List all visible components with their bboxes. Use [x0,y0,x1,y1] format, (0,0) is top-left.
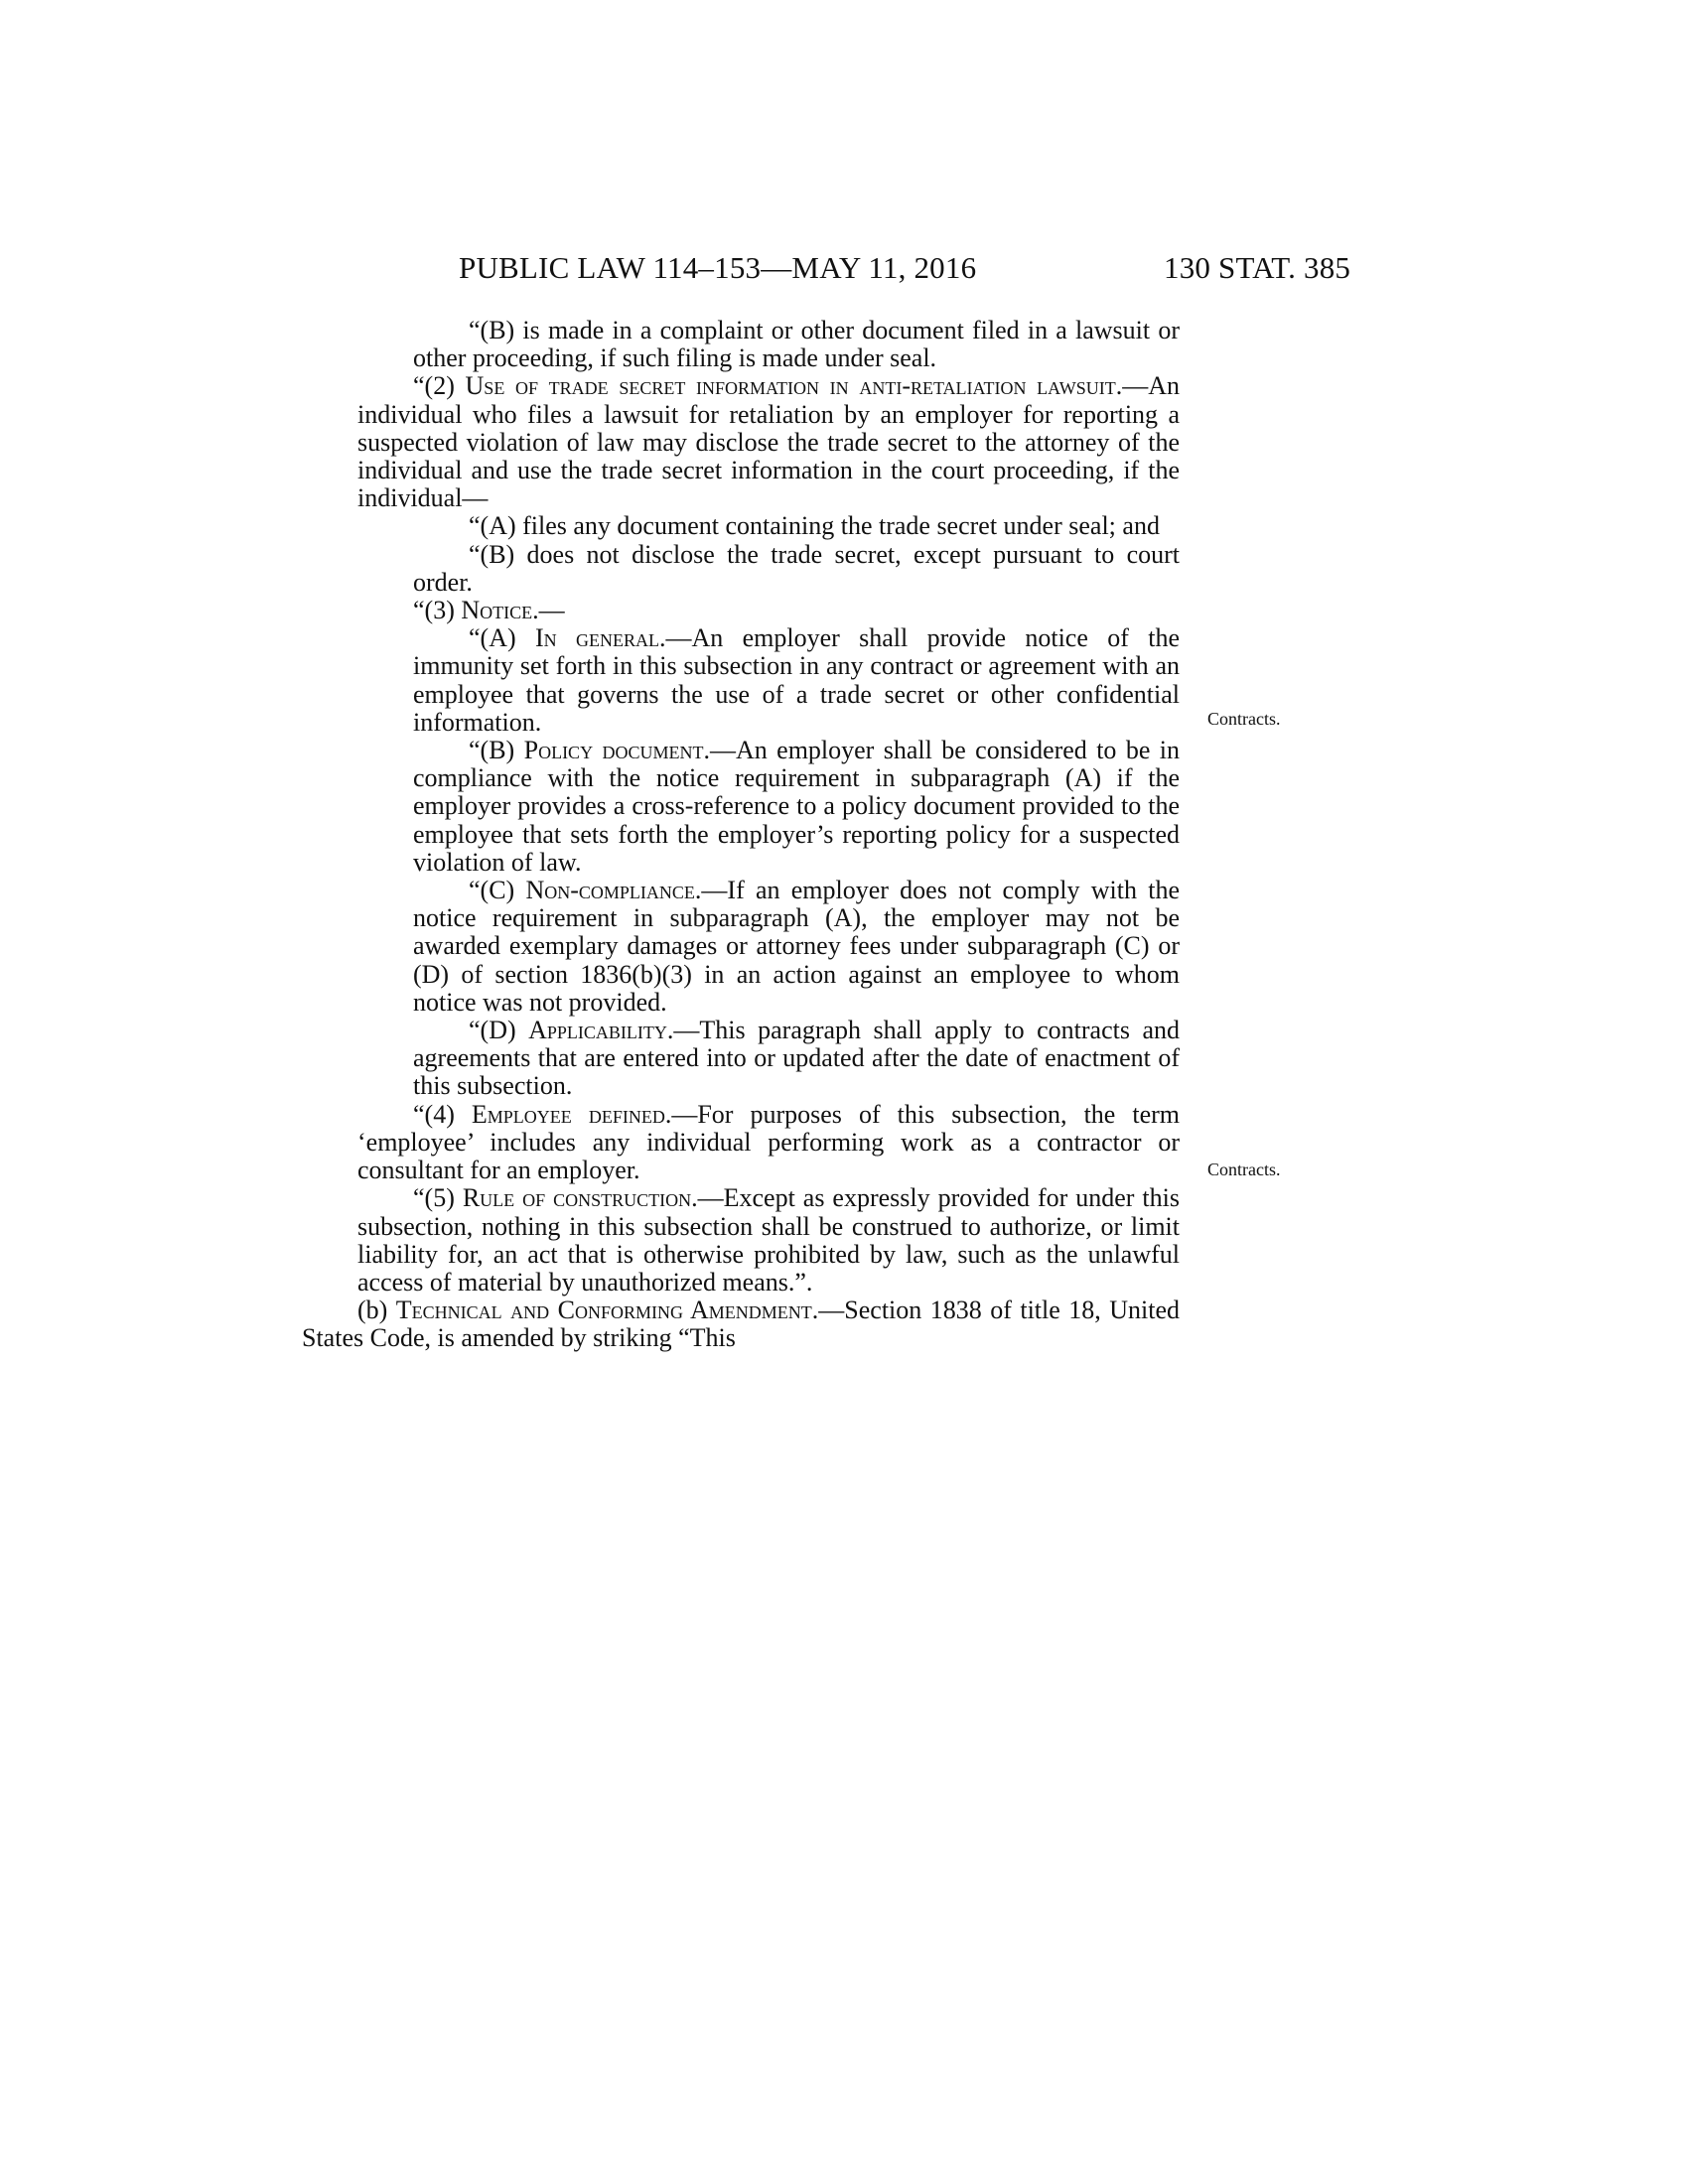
paragraph [357,877,1180,1017]
paragraph [357,624,1180,737]
paragraph-heading: In general. [534,623,666,653]
paragraph-number: “(5) [413,1183,463,1213]
paragraph-heading: Employee defined. [471,1099,672,1129]
body-text [302,316,1181,1353]
paragraph [357,1184,1180,1297]
paragraph-number: “(3) [413,596,462,625]
paragraph-number: (b) [357,1296,396,1325]
paragraph-text: —If an employer does not comply with the notice requirement in subparagraph (A), the employer may not be awarded exemplary damages or attorney fees under subparagraph (C) or (D) of section 1836(b)(3) in an action against an employee to whom notice was not provided. [413,876,1180,1017]
paragraph-number: “(C) [469,876,526,905]
paragraph-heading: Non-compliance. [525,876,702,905]
paragraph-number: “(A) [469,623,535,653]
running-header-page-ref: 130 STAT. 385 [1164,250,1351,285]
paragraph-text: —An employer shall be considered to be in compliance with the notice requirement in subparagraph (A) if the employer provides a cross-reference to a policy document provided to the employee that sets forth the employer’s reporting policy for a suspected violation of law. [413,736,1181,877]
paragraph-number: “(D) [469,1016,529,1045]
paragraph-text: — [538,596,565,625]
running-header-title: PUBLIC LAW 114–153—MAY 11, 2016 [459,250,977,285]
paragraph-number: “(2) [413,371,466,401]
paragraph-number: “(4) [413,1099,472,1129]
paragraph-text: —Section 1838 of title 18, United States Code, is amended by striking “This [302,1296,1180,1353]
paragraph [357,737,1180,877]
margin-note-contracts: Contracts. [1207,709,1281,729]
paragraph [357,597,1180,624]
margin-note-contracts: Contracts. [1207,1160,1281,1179]
paragraph-heading: Use of trade secret information in anti-retaliation lawsuit. [465,371,1123,401]
paragraph: “(B) does not disclose the trade secret, except pursuant to court order. [413,539,1180,597]
paragraph [357,1101,1180,1185]
paragraph-heading: Notice. [461,596,539,625]
paragraph-heading: Rule of construction. [462,1183,698,1213]
paragraph-text: —For purposes of this subsection, the term ‘employee’ includes any individual performing work as a contractor or consultant for an employer. [357,1099,1181,1185]
paragraph: “(B) is made in a complaint or other document filed in a lawsuit or other proceeding, if such filing is made under seal. [413,316,1180,373]
paragraph-text: —An individual who files a lawsuit for retaliation by an employer for reporting a suspected violation of law may disclose the trade secret to the attorney of the individual and use the trade secret information in the court proceeding, if the individual— [357,371,1181,513]
paragraph-text: —This paragraph shall apply to contracts and agreements that are entered into or updated after the date of enactment of this subsection. [413,1016,1180,1101]
paragraph: “(A) files any document containing the trade secret under seal; and [469,511,1160,541]
paragraph [302,1297,1180,1352]
paragraph-text: —An employer shall provide notice of the immunity set forth in this subsection in any contract or agreement with an employee that governs the use of a trade secret or other confidential information. [413,623,1180,737]
paragraph [357,1017,1180,1101]
paragraph [357,372,1180,512]
paragraph-heading: Applicability. [528,1016,674,1045]
paragraph-heading: Policy document. [523,736,710,765]
paragraph-text: —Except as expressly provided for under this subsection, nothing in this subsection shall be construed to authorize, or limit liability for, an act that is otherwise prohibited by law, such as the unlawful access of material by unauthorized means.”. [357,1183,1180,1297]
paragraph-number: “(B) [469,736,524,765]
paragraph-heading: Technical and Conforming Amendment. [395,1296,819,1325]
